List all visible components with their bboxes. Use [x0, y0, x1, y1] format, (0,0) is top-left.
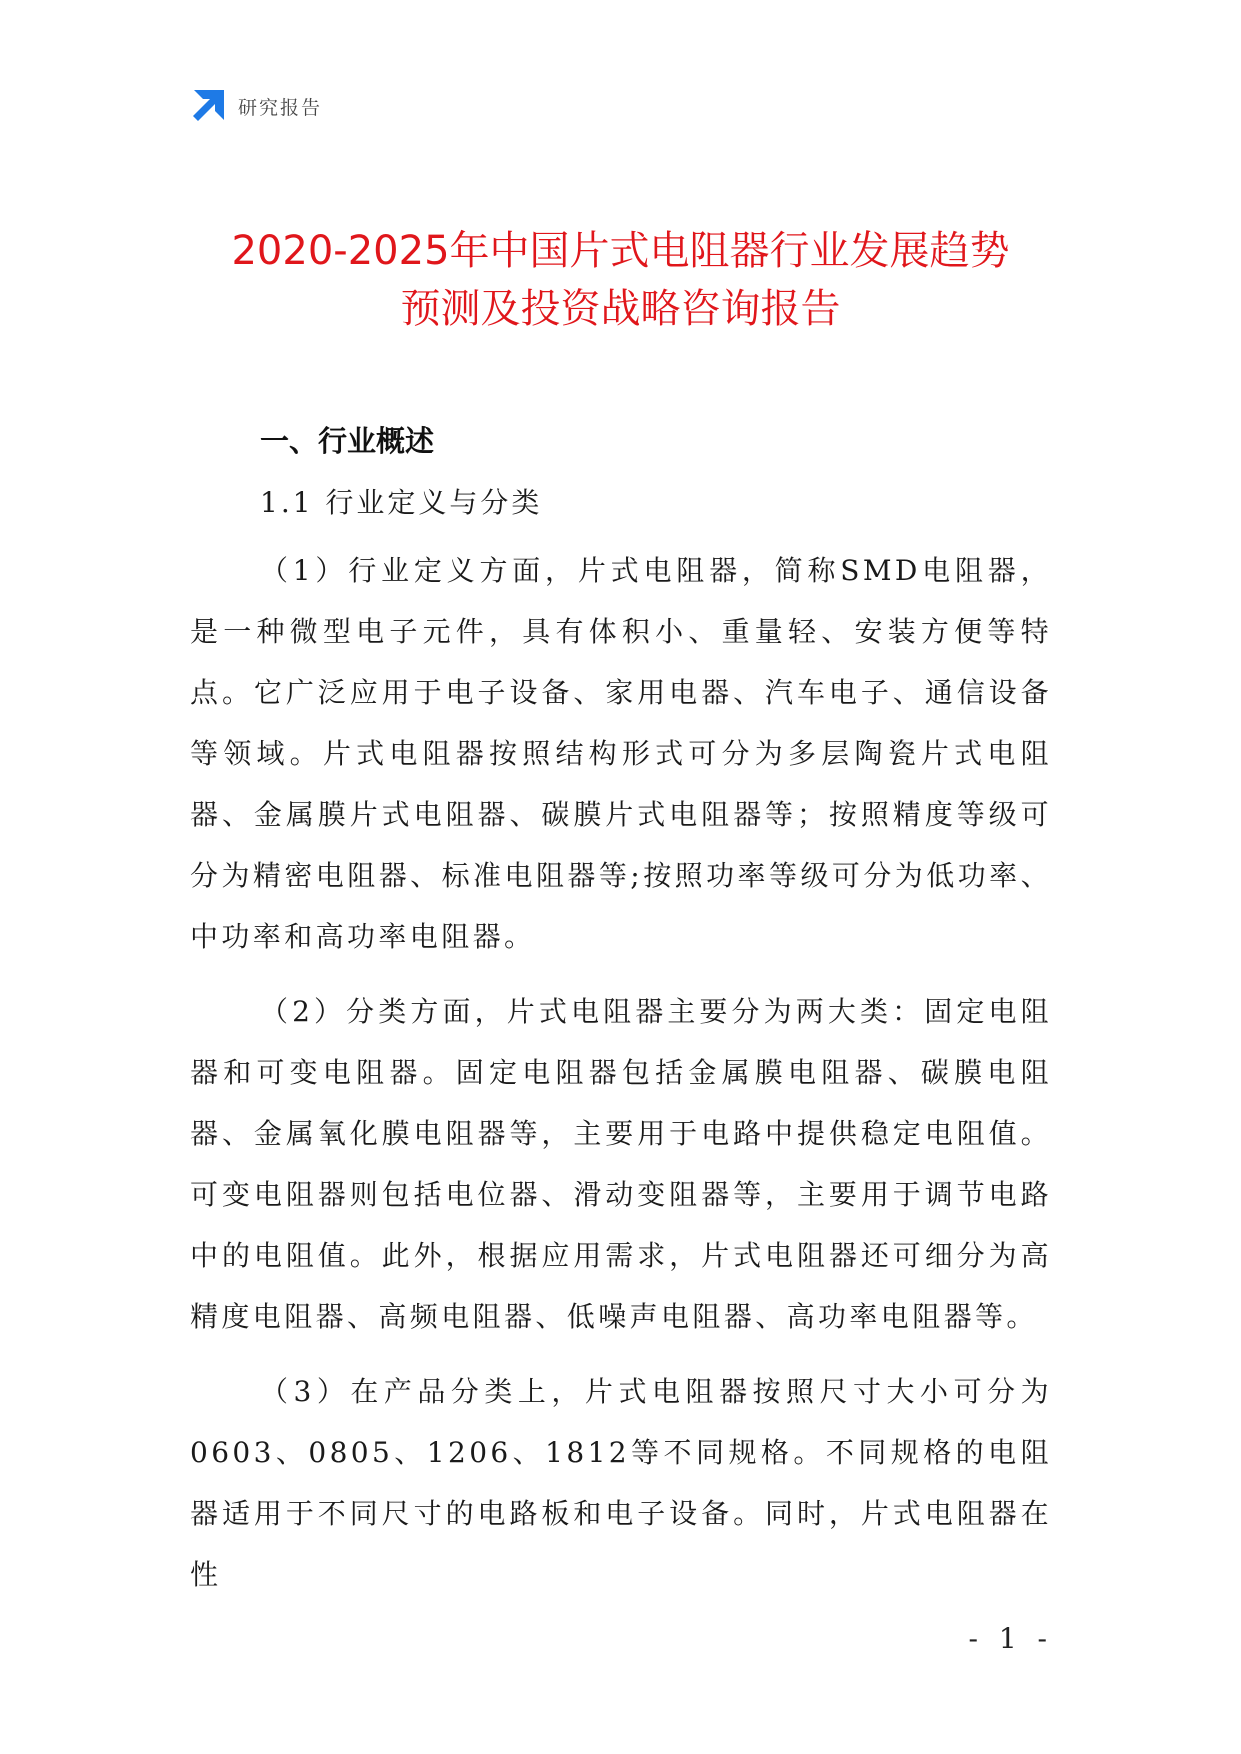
report-header — [190, 86, 322, 126]
arrow-up-right-icon — [190, 88, 226, 124]
paragraph-3: （3）在产品分类上，片式电阻器按照尺寸大小可分为0603、0805、1206、1812等不同规格。不同规格的电阻器适用于不同尺寸的电路板和电子设备。同时，片式电阻器在性 — [190, 1375, 1052, 1591]
page-number: - 1 - — [968, 1622, 1053, 1655]
paragraph-2: （2）分类方面，片式电阻器主要分为两大类：固定电阻器和可变电阻器。固定电阻器包括金属膜电阻器、碳膜电阻器、金属氧化膜电阻器等，主要用于电路中提供稳定电阻值。可变电阻器则包括电位器、滑动变阻器等，主要用于调节电路中的电阻值。此外，根据应用需求，片式电阻器还可细分为高精度电阻器、高频电阻器、低噪声电阻器、高功率电阻器等。 — [190, 995, 1052, 1333]
report-title-line-2: 预测及投资战略咨询报告 — [400, 286, 841, 332]
section-heading: 一、行业概述 — [260, 424, 435, 458]
report-body — [190, 418, 1052, 1605]
report-title — [150, 222, 1091, 338]
report-title-line-1: 2020-2025年中国片式电阻器行业发展趋势 — [231, 228, 1010, 274]
header-label: 研究报告 — [238, 96, 323, 119]
subsection-heading: 1.1 行业定义与分类 — [260, 486, 543, 519]
paragraph-1: （1）行业定义方面，片式电阻器，简称SMD电阻器，是一种微型电子元件，具有体积小、重量轻、安装方便等特点。它广泛应用于电子设备、家用电器、汽车电子、通信设备等领域。片式电阻器按照结构形式可分为多层陶瓷片式电阻器、金属膜片式电阻器、碳膜片式电阻器等；按照精度等级可分为精密电阻器、标准电阻器等;按照功率等级可分为低功率、中功率和高功率电阻器。 — [190, 554, 1052, 953]
